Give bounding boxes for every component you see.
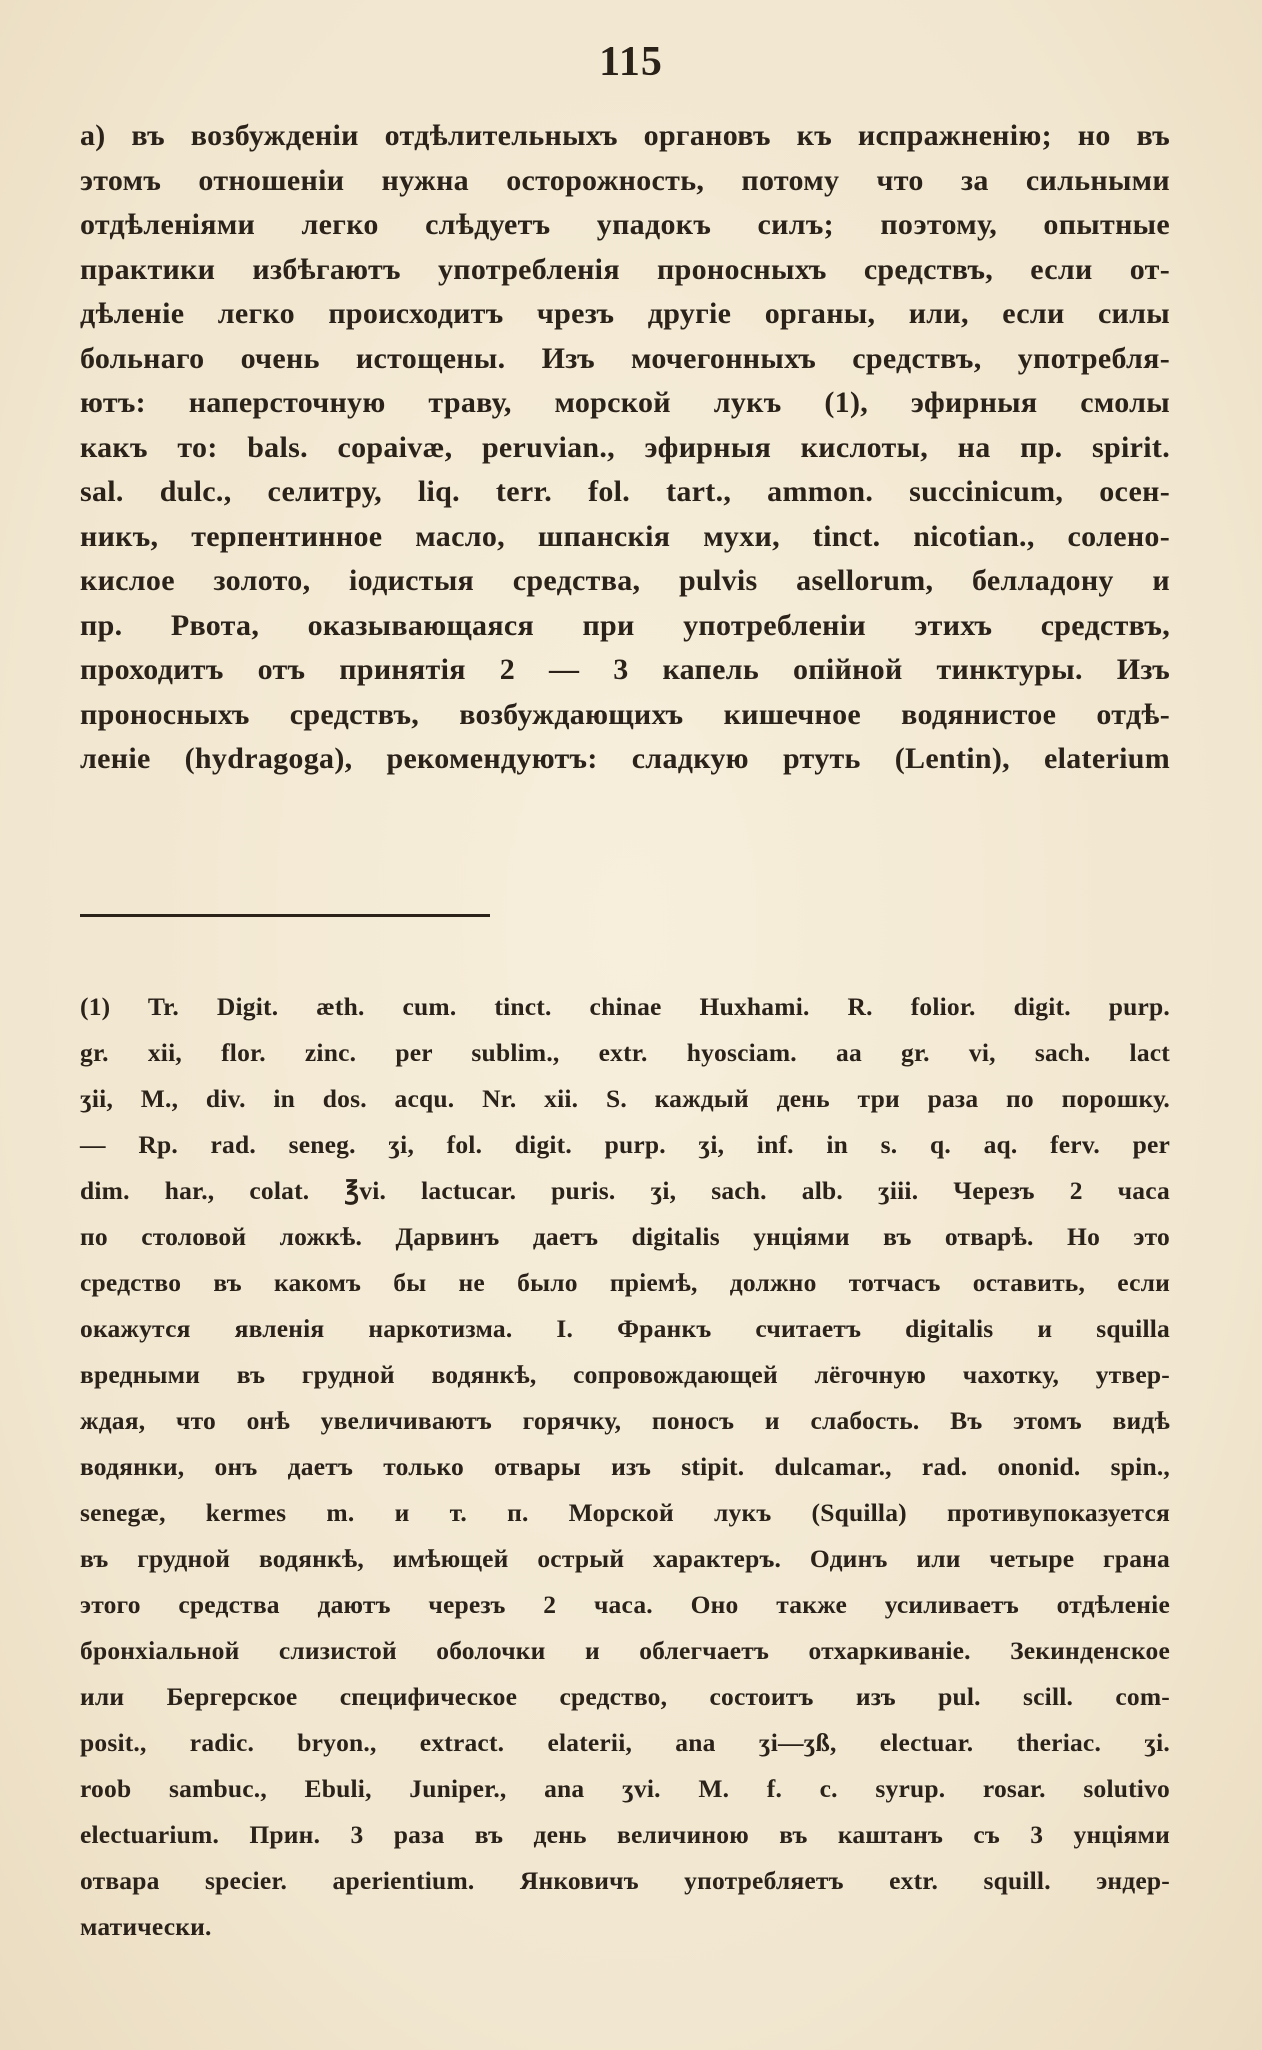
main-line: этомъ отношеніи нужна осторожность, потому что за сильными	[80, 163, 1170, 197]
footnote-line: posit., radic. bryon., extract. elaterii, ana ʒi—ʒß, electuar. theriac. ʒi.	[80, 1728, 1170, 1757]
footnote-line: водянки, онъ даетъ только отвары изъ stipit. dulcamar., rad. ononid. spin.,	[80, 1452, 1170, 1481]
footnote-line: средство въ какомъ бы не было пріемѣ, должно тотчасъ оставить, если	[80, 1268, 1170, 1297]
page-number: 115	[599, 39, 663, 85]
footnote-line: или Бергерское специфическое средство, состоитъ изъ pul. scill. com-	[80, 1682, 1170, 1711]
main-line: дѣленіе легко происходитъ чрезъ другіе органы, или, если силы	[80, 297, 1170, 330]
main-line: проходитъ отъ принятія 2 — 3 капель опійной тинктуры. Изъ	[80, 653, 1170, 686]
main-line: sal. dulc., селитру, liq. terr. fol. tart., ammon. succinicum, осен-	[80, 475, 1170, 508]
main-line: ютъ: наперсточную траву, морской лукъ (1), эфирныя смолы	[80, 386, 1170, 419]
footnote-line: senegæ, kermes m. и т. п. Морской лукъ (Squilla) противупоказуется	[80, 1498, 1170, 1527]
footnote-line: окажутся явленія наркотизма. І. Франкъ считаетъ digitalis и squilla	[80, 1314, 1170, 1343]
main-line: кислое золото, іодистыя средства, pulvis asellorum, белладону и	[80, 564, 1170, 597]
main-line: леніе (hydragoga), рекомендуютъ: сладкую ртуть (Lentin), elaterium	[80, 742, 1170, 775]
footnote-line: вредными въ грудной водянкѣ, сопровождающей лёгочную чахотку, утвер-	[80, 1360, 1170, 1389]
footnote-line: бронхіальной слизистой оболочки и облегчаетъ отхаркиваніе. Зекинденское	[80, 1636, 1170, 1665]
footnote	[80, 984, 1170, 1950]
main-line: больнаго очень истощены. Изъ мочегонныхъ средствъ, употребля-	[80, 341, 1170, 375]
main-text	[80, 114, 1170, 782]
footnote-line: этого средства даютъ черезъ 2 часа. Оно также усиливаетъ отдѣленіе	[80, 1590, 1170, 1619]
footnote-line: ʒii, M., div. in dos. acqu. Nr. xii. S. каждый день три раза по порошку.	[80, 1084, 1170, 1113]
main-line: какъ то: bals. copaivæ, peruvian., эфирныя кислоты, на пр. spirit.	[80, 430, 1170, 464]
main-line: никъ, терпентинное масло, шпанскія мухи, tinct. nicotian., солено-	[80, 519, 1170, 553]
footnote-line: ждая, что онѣ увеличиваютъ горячку, поносъ и слабость. Въ этомъ видѣ	[80, 1406, 1170, 1435]
footnote-line: (1) Tr. Digit. æth. cum. tinct. chinae Huxhami. R. folior. digit. purp.	[80, 992, 1170, 1021]
footnote-line: gr. xii, flor. zinc. per sublim., extr. hyosciam. aa gr. vi, sach. lact	[80, 1038, 1170, 1067]
footnote-line: въ грудной водянкѣ, имѣющей острый характеръ. Одинъ или четыре грана	[80, 1544, 1170, 1573]
main-line: отдѣленіями легко слѣдуетъ упадокъ силъ; поэтому, опытные	[80, 208, 1170, 241]
footnote-line: electuarium. Прин. 3 раза въ день величиною въ каштанъ съ 3 унціями	[80, 1820, 1170, 1849]
footnote-line: — Rp. rad. seneg. ʒi, fol. digit. purp. ʒi, inf. in s. q. aq. ferv. per	[80, 1130, 1170, 1159]
footnote-line: отвара specier. aperientium. Янковичъ употребляетъ extr. squill. эндер-	[80, 1866, 1170, 1895]
footnote-line: матически.	[80, 1912, 212, 1941]
main-line: проносныхъ средствъ, возбуждающихъ кишечное водянистое отдѣ-	[80, 697, 1170, 731]
footnote-line: по столовой ложкѣ. Дарвинъ даетъ digitalis унціями въ отварѣ. Но это	[80, 1222, 1170, 1251]
main-line: пр. Рвота, оказывающаяся при употребленіи этихъ средствъ,	[80, 608, 1170, 642]
main-line: практики избѣгаютъ употребленія проносныхъ средствъ, если от-	[80, 252, 1170, 286]
footnote-line: dim. har., colat. ℥vi. lactucar. puris. ʒi, sach. alb. ʒiii. Черезъ 2 часа	[80, 1176, 1170, 1205]
footnote-line: roob sambuc., Ebuli, Juniper., ana ʒvi. M. f. c. syrup. rosar. solutivo	[80, 1774, 1170, 1803]
main-line: а) въ возбужденіи отдѣлительныхъ органовъ къ испражненію; но въ	[80, 119, 1170, 152]
footnote-divider	[80, 914, 490, 917]
